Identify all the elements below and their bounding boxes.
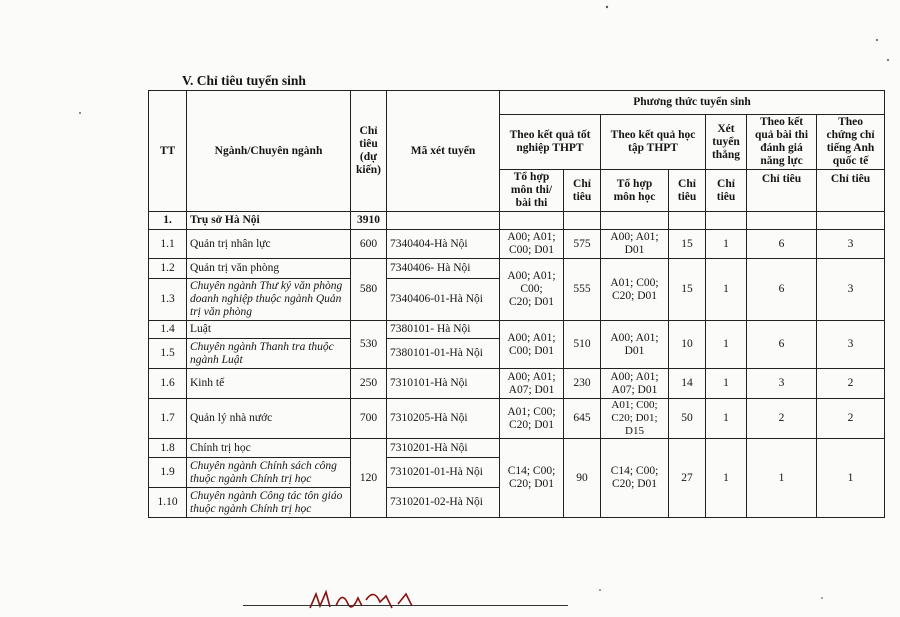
header-hoc-tap: Theo kết quả học tập THPT: [601, 115, 706, 170]
row-code: 7310205-Hà Nội: [387, 399, 500, 439]
row-tt: 1.6: [149, 369, 187, 399]
row-code: 7340406- Hà Nội: [387, 259, 500, 279]
row-thpt-quota: 510: [564, 321, 601, 369]
row-tt: 1.4: [149, 321, 187, 339]
row-quota: 530: [351, 321, 387, 369]
row-code: 7310201-Hà Nội: [387, 439, 500, 458]
row-direct-quota: 1: [706, 259, 747, 321]
row-name: Chuyên ngành Công tác tôn giáo thuộc ngành Chính trị học: [187, 488, 351, 518]
header-thpt: Theo kết quả tốt nghiệp THPT: [500, 115, 601, 170]
row-quota: 250: [351, 369, 387, 399]
row-code: 7340406-01-Hà Nội: [387, 279, 500, 321]
row-english-quota: 3: [817, 321, 885, 369]
row-hb-combo: A00; A01; D01: [601, 321, 669, 369]
row-dgnl-quota: 6: [747, 321, 817, 369]
row-tt: 1.8: [149, 439, 187, 458]
row-hb-combo: A00; A01; D01: [601, 230, 669, 259]
row-hb-quota: 27: [669, 439, 706, 518]
header-chi-tieu-dgnl: Chỉ tiêu: [747, 170, 817, 212]
section-title: V. Chỉ tiêu tuyển sinh: [182, 73, 306, 88]
row-thpt-combo: A00; A01; C00; D01: [500, 321, 564, 369]
row-english-quota: 3: [817, 230, 885, 259]
row-tt: 1.9: [149, 458, 187, 488]
row-quota: 700: [351, 399, 387, 439]
row-tt: 1.7: [149, 399, 187, 439]
row-dgnl-quota: 3: [747, 369, 817, 399]
header-ma-xet-tuyen: Mã xét tuyển: [387, 91, 500, 212]
row-name: Kinh tế: [187, 369, 351, 399]
header-tieng-anh: Theo chứng chỉ tiếng Anh quốc tế: [817, 115, 885, 170]
row-direct-quota: 1: [706, 321, 747, 369]
row-hb-quota: 15: [669, 259, 706, 321]
row-code: 7310101-Hà Nội: [387, 369, 500, 399]
row-quota: 3910: [351, 212, 387, 230]
header-to-hop-mon-thi: Tổ hợp môn thi/ bài thi: [500, 170, 564, 212]
row-name: Quản trị nhân lực: [187, 230, 351, 259]
row-code: 7380101-01-Hà Nội: [387, 339, 500, 369]
header-phuong-thuc: Phương thức tuyển sinh: [500, 91, 885, 115]
row-hb-combo: C14; C00; C20; D01: [601, 439, 669, 518]
row-thpt-quota: 230: [564, 369, 601, 399]
header-chi-tieu-tieng-anh: Chỉ tiêu: [817, 170, 885, 212]
row-english-quota: 2: [817, 399, 885, 439]
row-thpt-quota: 90: [564, 439, 601, 518]
row-code: 7340404-Hà Nội: [387, 230, 500, 259]
header-nganh: Ngành/Chuyên ngành: [187, 91, 351, 212]
row-quota: 120: [351, 439, 387, 518]
header-tt: TT: [149, 91, 187, 212]
header-chi-tieu-thang: Chỉ tiêu: [706, 170, 747, 212]
header-chi-tieu-thpt: Chỉ tiêu: [564, 170, 601, 212]
row-code: 7380101- Hà Nội: [387, 321, 500, 339]
header-chi-tieu-du-kien: Chỉ tiêu (dự kiến): [351, 91, 387, 212]
row-tt: 1.1: [149, 230, 187, 259]
row-english-quota: 2: [817, 369, 885, 399]
row-hb-combo: A00; A01; A07; D01: [601, 369, 669, 399]
row-hb-quota: 50: [669, 399, 706, 439]
row-thpt-combo: A00; A01; C00; D01: [500, 230, 564, 259]
row-thpt-combo: C14; C00; C20; D01: [500, 439, 564, 518]
row-direct-quota: 1: [706, 439, 747, 518]
row-hb-combo: A01; C00; C20; D01; D15: [601, 399, 669, 439]
row-code: 7310201-01-Hà Nội: [387, 458, 500, 488]
header-xet-tuyen-thang: Xét tuyển thẳng: [706, 115, 747, 170]
row-dgnl-quota: 2: [747, 399, 817, 439]
header-danh-gia-nang-luc: Theo kết quả bài thi đánh giá năng lực: [747, 115, 817, 170]
row-tt: 1.10: [149, 488, 187, 518]
row-name: Quản lý nhà nước: [187, 399, 351, 439]
row-name: Chuyên ngành Chính sách công thuộc ngành Chính trị học: [187, 458, 351, 488]
row-hb-quota: 14: [669, 369, 706, 399]
row-thpt-combo: A00; A01; A07; D01: [500, 369, 564, 399]
row-thpt-quota: 575: [564, 230, 601, 259]
row-hb-quota: 15: [669, 230, 706, 259]
row-hb-quota: 10: [669, 321, 706, 369]
row-tt: 1.3: [149, 279, 187, 321]
row-hb-combo: A01; C00; C20; D01: [601, 259, 669, 321]
row-dgnl-quota: 6: [747, 259, 817, 321]
row-quota: 580: [351, 259, 387, 321]
row-name: Chuyên ngành Thanh tra thuộc ngành Luật: [187, 339, 351, 369]
header-chi-tieu-hoc-tap: Chỉ tiêu: [669, 170, 706, 212]
row-name: Luật: [187, 321, 351, 339]
row-tt: 1.5: [149, 339, 187, 369]
row-direct-quota: 1: [706, 399, 747, 439]
header-to-hop-mon-hoc: Tổ hợp môn học: [601, 170, 669, 212]
row-name: Quản trị văn phòng: [187, 259, 351, 279]
row-direct-quota: 1: [706, 230, 747, 259]
row-dgnl-quota: 6: [747, 230, 817, 259]
row-tt: 1.2: [149, 259, 187, 279]
row-name: Trụ sở Hà Nội: [187, 212, 351, 230]
row-english-quota: 1: [817, 439, 885, 518]
row-tt: 1.: [149, 212, 187, 230]
row-thpt-combo: A00; A01; C00; C20; D01: [500, 259, 564, 321]
row-code: 7310201-02-Hà Nội: [387, 488, 500, 518]
row-name: Chính trị học: [187, 439, 351, 458]
row-quota: 600: [351, 230, 387, 259]
row-thpt-quota: 555: [564, 259, 601, 321]
row-direct-quota: 1: [706, 369, 747, 399]
row-english-quota: 3: [817, 259, 885, 321]
row-name: Chuyên ngành Thư ký văn phòng doanh nghiệp thuộc ngành Quản trị văn phòng: [187, 279, 351, 321]
row-thpt-quota: 645: [564, 399, 601, 439]
row-dgnl-quota: 1: [747, 439, 817, 518]
row-thpt-combo: A01; C00; C20; D01: [500, 399, 564, 439]
